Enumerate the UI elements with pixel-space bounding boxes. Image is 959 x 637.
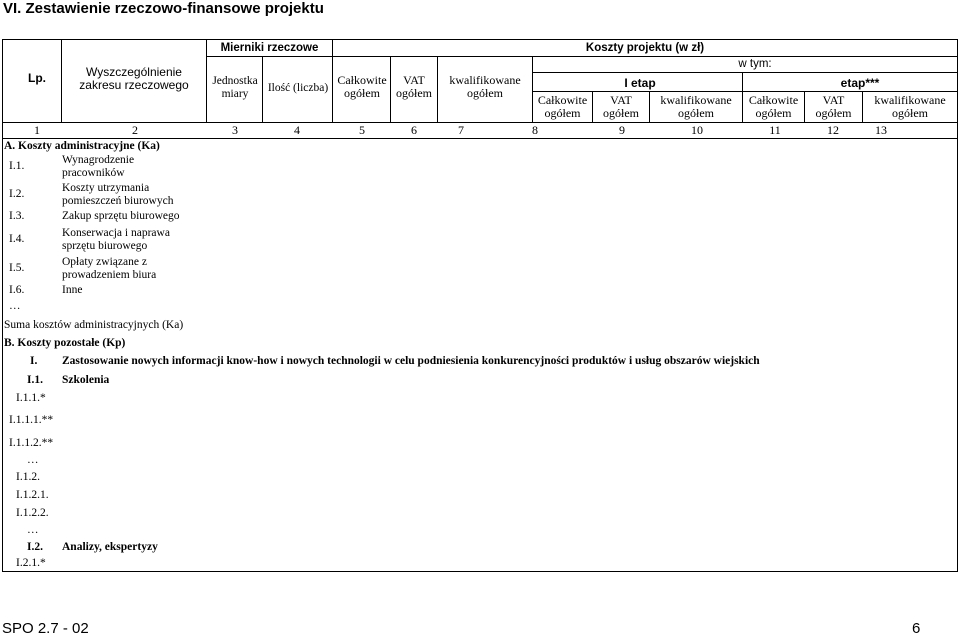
row-b12-number: I.1.2.	[16, 471, 40, 483]
col-number-12: 12	[827, 123, 839, 137]
row-b2-text: Analizy, ekspertyzy	[62, 541, 158, 553]
row-b1111-number: I.1.1.1.**	[9, 414, 54, 426]
footer-page-number: 6	[912, 620, 921, 637]
header-e2-calkowite: Całkowite ogółem	[748, 93, 799, 120]
row-i4-text: Konserwacja i naprawa sprzętu biurowego	[62, 227, 170, 252]
section-a-title: A. Koszty administracyjne (Ka)	[4, 140, 160, 152]
header-ilosc: Ilość (liczba)	[267, 82, 329, 94]
ellipsis-row: …	[27, 454, 39, 466]
row-i5-text: Opłaty związane z prowadzeniem biura	[62, 256, 157, 281]
header-etap: etap***	[840, 76, 880, 90]
col-number-2: 2	[132, 123, 138, 137]
col-number-4: 4	[294, 123, 300, 137]
col-number-3: 3	[232, 123, 238, 137]
header-wyszczegolnienie: Wyszczególnienie zakresu rzeczowego	[79, 65, 189, 92]
row-i4-number: I.4.	[9, 233, 25, 245]
header-e2-kwalifikowane: kwalifikowane ogółem	[874, 93, 946, 120]
footer-form-code: SPO 2.7 - 02	[2, 620, 89, 637]
col-number-7: 7	[458, 123, 464, 137]
row-bi-text: Zastosowanie nowych informacji know-how i nowych technologii w celu podniesienia konkurencyjności produktów i usług obszarów wiejskich	[62, 355, 760, 367]
col-number-11: 11	[769, 123, 781, 137]
header-i-etap: I etap	[624, 76, 656, 90]
row-b121-number: I.1.2.1.	[16, 489, 49, 501]
row-bi-number: I.	[30, 355, 38, 367]
col-number-6: 6	[411, 123, 417, 137]
col-number-9: 9	[619, 123, 625, 137]
header-w-tym: w tym:	[738, 58, 772, 70]
col-number-8: 8	[532, 123, 538, 137]
header-lp: Lp.	[28, 71, 46, 85]
row-i5-number: I.5.	[9, 262, 25, 274]
section-title: VI. Zestawienie rzeczowo-finansowe projektu	[3, 0, 324, 17]
header-jednostka: Jednostka miary	[212, 75, 258, 100]
suma-ka: Suma kosztów administracyjnych (Ka)	[4, 319, 184, 331]
row-i1-number: I.1.	[9, 160, 25, 172]
row-i6-number: I.6.	[9, 284, 25, 296]
row-b11-text: Szkolenia	[62, 374, 110, 386]
row-i1-text: Wynagrodzenie pracowników	[62, 154, 135, 179]
row-b1112-number: I.1.1.2.**	[9, 437, 54, 449]
row-i2-number: I.2.	[9, 188, 25, 200]
row-i3-number: I.3.	[9, 210, 25, 222]
row-b2-number: I.2.	[27, 541, 43, 553]
row-i2-text: Koszty utrzymania pomieszczeń biurowych	[62, 182, 174, 207]
header-e1-kwalifikowane: kwalifikowane ogółem	[660, 93, 732, 120]
row-i6-text: Inne	[62, 284, 83, 296]
header-mierniki: Mierniki rzeczowe	[220, 42, 319, 54]
header-e1-calkowite: Całkowite ogółem	[537, 93, 588, 120]
header-e1-vat: VAT ogółem	[603, 93, 639, 120]
row-i3-text: Zakup sprzętu biurowego	[62, 210, 180, 222]
section-b-title: B. Koszty pozostałe (Kp)	[4, 337, 126, 349]
header-calkowite: Całkowite ogółem	[337, 73, 387, 100]
header-vat: VAT ogółem	[396, 73, 432, 100]
row-b21-number: I.2.1.*	[16, 557, 46, 569]
row-b122-number: I.1.2.2.	[16, 507, 49, 519]
header-kwalifikowane: kwalifikowane ogółem	[449, 73, 521, 100]
row-b111-number: I.1.1.*	[16, 392, 46, 404]
col-number-13: 13	[875, 123, 887, 137]
row-b11-number: I.1.	[27, 374, 43, 386]
header-e2-vat: VAT ogółem	[815, 93, 852, 120]
ellipsis-row: …	[9, 300, 21, 312]
col-number-5: 5	[359, 123, 365, 137]
ellipsis-row: …	[27, 524, 39, 536]
col-number-1: 1	[34, 123, 40, 137]
header-koszty-projektu: Koszty projektu (w zł)	[585, 42, 705, 54]
col-number-10: 10	[691, 123, 703, 137]
